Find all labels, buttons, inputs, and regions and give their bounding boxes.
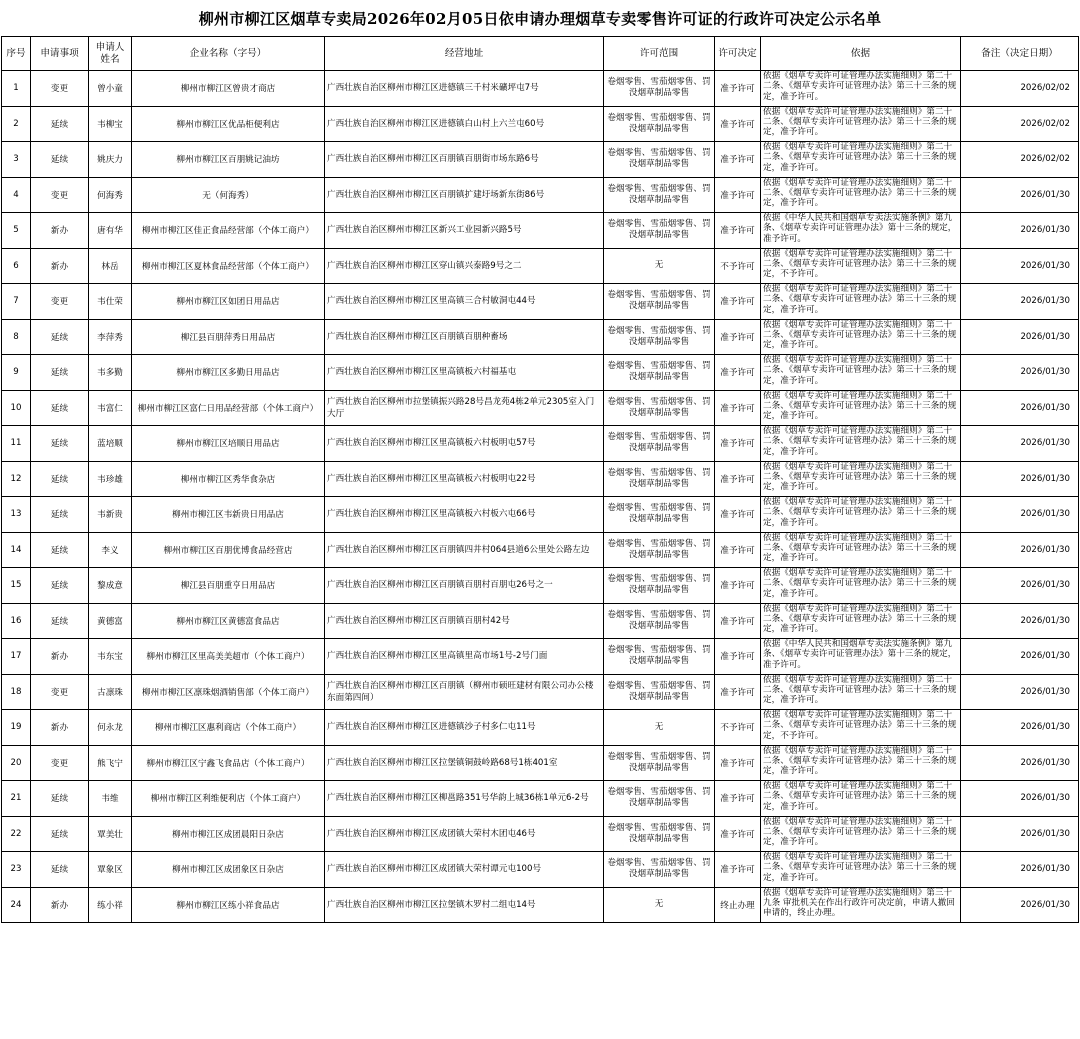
table-row xyxy=(2,745,1079,781)
cell-item[interactable]: 延续 xyxy=(31,355,89,391)
cell-no[interactable]: 4 xyxy=(2,177,31,213)
cell-company[interactable]: 柳州市柳江区成团晨阳日杂店 xyxy=(132,816,325,852)
cell-address[interactable]: 广西壮族自治区柳州市柳江区拉堡镇铜鼓岭路68号1栋401室 xyxy=(325,745,604,781)
cell-item[interactable]: 延续 xyxy=(31,142,89,178)
cell-date[interactable]: 2026/01/30 xyxy=(961,710,1079,746)
table-row xyxy=(2,568,1079,604)
cell-company[interactable]: 柳州市柳江区韦新贵日用品店 xyxy=(132,497,325,533)
cell-name[interactable]: 韦新贵 xyxy=(89,497,132,533)
cell-no[interactable]: 5 xyxy=(2,213,31,249)
cell-no[interactable]: 9 xyxy=(2,355,31,391)
cell-date[interactable]: 2026/01/30 xyxy=(961,852,1079,888)
cell-address[interactable]: 广西壮族自治区柳州市柳江区百朋镇百朋种畜场 xyxy=(325,319,604,355)
cell-name[interactable]: 曾小童 xyxy=(89,71,132,107)
cell-date[interactable]: 2026/01/30 xyxy=(961,248,1079,284)
cell-address[interactable]: 广西壮族自治区柳州市柳江区百朋镇百朋村42号 xyxy=(325,603,604,639)
cell-basis[interactable] xyxy=(761,710,961,746)
basis-text: 依据《烟草专卖许可证管理办法实施细则》第二十二条、《烟草专卖许可证管理办法》第三十三条的规定，准予许可。 xyxy=(763,319,957,351)
cell-address[interactable]: 广西壮族自治区柳州市柳江区成团镇大荣村木团屯46号 xyxy=(325,816,604,852)
cell-date[interactable]: 2026/01/30 xyxy=(961,497,1079,533)
cell-item[interactable]: 延续 xyxy=(31,568,89,604)
cell-address[interactable]: 广西壮族自治区柳州市拉堡镇振兴路28号昌龙苑4栋2单元2305室入门大厅 xyxy=(325,390,604,426)
cell-no[interactable]: 19 xyxy=(2,710,31,746)
cell-decision[interactable]: 不予许可 xyxy=(715,248,761,284)
cell-decision[interactable]: 准予许可 xyxy=(715,319,761,355)
basis-text: 依据《烟草专卖许可证管理办法实施细则》第二十二条、《烟草专卖许可证管理办法》第三十三条的规定，准予许可。 xyxy=(763,71,957,102)
cell-basis[interactable] xyxy=(761,177,961,213)
cell-item[interactable]: 延续 xyxy=(31,461,89,497)
cell-item[interactable]: 新办 xyxy=(31,887,89,923)
table-row xyxy=(2,532,1079,568)
cell-address[interactable]: 广西壮族自治区柳州市柳江区里高镇板六村板明屯57号 xyxy=(325,426,604,462)
cell-no[interactable]: 22 xyxy=(2,816,31,852)
cell-decision[interactable]: 准予许可 xyxy=(715,639,761,675)
cell-address[interactable]: 广西壮族自治区柳州市柳江区百朋镇百朋街市场东路6号 xyxy=(325,142,604,178)
cell-scope[interactable]: 卷烟零售、雪茄烟零售、罚没烟草制品零售 xyxy=(604,390,715,426)
cell-item[interactable]: 新办 xyxy=(31,248,89,284)
cell-basis[interactable] xyxy=(761,532,961,568)
cell-name[interactable]: 蓝培顺 xyxy=(89,426,132,462)
cell-item[interactable]: 新办 xyxy=(31,213,89,249)
cell-name[interactable]: 李义 xyxy=(89,532,132,568)
cell-date[interactable]: 2026/01/30 xyxy=(961,177,1079,213)
cell-name[interactable]: 韦维 xyxy=(89,781,132,817)
cell-basis[interactable] xyxy=(761,568,961,604)
cell-decision[interactable]: 准予许可 xyxy=(715,213,761,249)
cell-item[interactable]: 延续 xyxy=(31,532,89,568)
cell-scope[interactable]: 无 xyxy=(604,887,715,923)
cell-address[interactable]: 广西壮族自治区柳州市柳江区进德镇三千村米礦坪屯7号 xyxy=(325,71,604,107)
basis-text: 依据《烟草专卖许可证管理办法实施细则》第二十二条、《烟草专卖许可证管理办法》第三十三条的规定，准予许可。 xyxy=(763,390,957,422)
table-row xyxy=(2,142,1079,178)
cell-decision[interactable]: 准予许可 xyxy=(715,532,761,568)
basis-text: 依据《烟草专卖许可证管理办法实施细则》第二十二条、《烟草专卖许可证管理办法》第三十三条的规定，准予许可。 xyxy=(763,781,957,812)
cell-company[interactable]: 柳江县百朋萍秀日用品店 xyxy=(132,319,325,355)
cell-date[interactable]: 2026/01/30 xyxy=(961,461,1079,497)
cell-address[interactable]: 广西壮族自治区柳州市柳江区百朋镇（柳州市硕旺建材有限公司办公楼东面第四间） xyxy=(325,674,604,710)
cell-item[interactable]: 变更 xyxy=(31,71,89,107)
cell-address[interactable]: 广西壮族自治区柳州市柳江区里高镇板六村板明屯22号 xyxy=(325,461,604,497)
cell-address[interactable]: 广西壮族自治区柳州市柳江区百朋镇四井村064县道6公里处公路左边 xyxy=(325,532,604,568)
cell-date[interactable]: 2026/01/30 xyxy=(961,639,1079,675)
table-row xyxy=(2,284,1079,320)
cell-address[interactable]: 广西壮族自治区柳州市柳江区柳邕路351号华韵上城36栋1单元6-2号 xyxy=(325,781,604,817)
cell-basis[interactable] xyxy=(761,639,961,675)
cell-date[interactable]: 2026/01/30 xyxy=(961,887,1079,923)
cell-scope[interactable]: 卷烟零售、雪茄烟零售、罚没烟草制品零售 xyxy=(604,426,715,462)
cell-basis[interactable] xyxy=(761,390,961,426)
cell-name[interactable]: 韦东宝 xyxy=(89,639,132,675)
cell-date[interactable]: 2026/02/02 xyxy=(961,142,1079,178)
cell-date[interactable]: 2026/01/30 xyxy=(961,355,1079,391)
cell-address[interactable]: 广西壮族自治区柳州市柳江区新兴工业园新兴路5号 xyxy=(325,213,604,249)
cell-item[interactable]: 延续 xyxy=(31,106,89,142)
table-row xyxy=(2,355,1079,391)
cell-item[interactable]: 延续 xyxy=(31,497,89,533)
basis-text: 依据《烟草专卖许可证管理办法实施细则》第二十二条、《烟草专卖许可证管理办法》第三十三条的规定，准予许可。 xyxy=(763,532,957,564)
cell-decision[interactable]: 准予许可 xyxy=(715,674,761,710)
cell-item[interactable]: 延续 xyxy=(31,319,89,355)
cell-basis[interactable] xyxy=(761,497,961,533)
cell-scope[interactable]: 卷烟零售、雪茄烟零售、罚没烟草制品零售 xyxy=(604,852,715,888)
cell-date[interactable]: 2026/02/02 xyxy=(961,71,1079,107)
cell-name[interactable]: 韦柳宝 xyxy=(89,106,132,142)
header-no: 序号 xyxy=(2,37,31,71)
basis-text: 依据《烟草专卖许可证管理办法实施细则》第二十二条、《烟草专卖许可证管理办法》第三十三条的规定，准予许可。 xyxy=(763,461,957,493)
basis-text: 依据《烟草专卖许可证管理办法实施细则》第二十二条、《烟草专卖许可证管理办法》第三十三条的规定，准予许可。 xyxy=(763,426,957,457)
cell-name[interactable]: 练小祥 xyxy=(89,887,132,923)
cell-decision[interactable]: 准予许可 xyxy=(715,568,761,604)
cell-item[interactable]: 延续 xyxy=(31,781,89,817)
cell-basis[interactable] xyxy=(761,887,961,923)
cell-company[interactable]: 柳州市柳江区里高美美超市（个体工商户） xyxy=(132,639,325,675)
cell-address[interactable]: 广西壮族自治区柳州市柳江区里高镇板六村板六屯66号 xyxy=(325,497,604,533)
cell-company[interactable]: 柳州市柳江区如团日用品店 xyxy=(132,284,325,320)
cell-company[interactable]: 柳州市柳江区百朋优博食品经营店 xyxy=(132,532,325,568)
table-row xyxy=(2,461,1079,497)
cell-item[interactable]: 延续 xyxy=(31,603,89,639)
cell-scope[interactable]: 卷烟零售、雪茄烟零售、罚没烟草制品零售 xyxy=(604,319,715,355)
cell-basis[interactable] xyxy=(761,816,961,852)
cell-company[interactable]: 柳州市柳江区培顺日用品店 xyxy=(132,426,325,462)
basis-text: 依据《烟草专卖许可证管理办法实施细则》第二十二条、《烟草专卖许可证管理办法》第三十三条的规定，准予许可。 xyxy=(763,177,957,209)
cell-basis[interactable] xyxy=(761,745,961,781)
cell-scope[interactable]: 卷烟零售、雪茄烟零售、罚没烟草制品零售 xyxy=(604,532,715,568)
basis-text: 依据《中华人民共和国烟草专卖法实施条例》第九条、《烟草专卖许可证管理办法》第十三条的规定，准予许可。 xyxy=(763,639,957,670)
cell-scope[interactable]: 卷烟零售、雪茄烟零售、罚没烟草制品零售 xyxy=(604,781,715,817)
basis-text: 依据《烟草专卖许可证管理办法实施细则》第二十二条、《烟草专卖许可证管理办法》第三十三条的规定，准予许可。 xyxy=(763,284,957,315)
cell-decision[interactable]: 准予许可 xyxy=(715,745,761,781)
cell-decision[interactable]: 准予许可 xyxy=(715,142,761,178)
cell-no[interactable]: 15 xyxy=(2,568,31,604)
cell-address[interactable]: 广西壮族自治区柳州市柳江区进德镇沙子村多仁屯11号 xyxy=(325,710,604,746)
cell-no[interactable]: 12 xyxy=(2,461,31,497)
cell-scope[interactable]: 卷烟零售、雪茄烟零售、罚没烟草制品零售 xyxy=(604,284,715,320)
cell-date[interactable]: 2026/02/02 xyxy=(961,106,1079,142)
cell-company[interactable]: 柳州市柳江区成团象区日杂店 xyxy=(132,852,325,888)
header-date: 备注（决定日期） xyxy=(961,37,1079,71)
cell-no[interactable]: 16 xyxy=(2,603,31,639)
cell-company[interactable]: 柳州市柳江区多勤日用品店 xyxy=(132,355,325,391)
table-row xyxy=(2,390,1079,426)
cell-basis[interactable] xyxy=(761,248,961,284)
basis-text: 依据《烟草专卖许可证管理办法实施细则》第二十二条、《烟草专卖许可证管理办法》第三十三条的规定，准予许可。 xyxy=(763,106,957,138)
table-row xyxy=(2,426,1079,462)
cell-item[interactable]: 变更 xyxy=(31,177,89,213)
table-row xyxy=(2,497,1079,533)
cell-date[interactable]: 2026/01/30 xyxy=(961,284,1079,320)
cell-company[interactable]: 柳州市柳江区利维便利店（个体工商户） xyxy=(132,781,325,817)
cell-date[interactable]: 2026/01/30 xyxy=(961,390,1079,426)
cell-decision[interactable]: 不予许可 xyxy=(715,710,761,746)
cell-company[interactable]: 柳州市柳江区百朋姚记油坊 xyxy=(132,142,325,178)
cell-company[interactable]: 柳州市柳江区练小祥食品店 xyxy=(132,887,325,923)
cell-name[interactable]: 古凛珠 xyxy=(89,674,132,710)
table-row xyxy=(2,710,1079,746)
header-row xyxy=(2,37,1079,71)
table-row xyxy=(2,816,1079,852)
cell-no[interactable]: 20 xyxy=(2,745,31,781)
header-name: 申请人姓名 xyxy=(89,37,132,71)
cell-company[interactable]: 柳州市柳江区黄德富食品店 xyxy=(132,603,325,639)
basis-text: 依据《烟草专卖许可证管理办法实施细则》第三十九条 审批机关在作出行政许可决定前，申请人撤回申请的，终止办理。 xyxy=(763,887,955,919)
cell-name[interactable]: 覃象区 xyxy=(89,852,132,888)
cell-scope[interactable]: 卷烟零售、雪茄烟零售、罚没烟草制品零售 xyxy=(604,461,715,497)
cell-scope[interactable]: 卷烟零售、雪茄烟零售、罚没烟草制品零售 xyxy=(604,568,715,604)
cell-decision[interactable]: 准予许可 xyxy=(715,71,761,107)
cell-basis[interactable] xyxy=(761,355,961,391)
table-row xyxy=(2,639,1079,675)
cell-basis[interactable] xyxy=(761,319,961,355)
cell-decision[interactable]: 准予许可 xyxy=(715,781,761,817)
basis-text: 依据《烟草专卖许可证管理办法实施细则》第二十二条、《烟草专卖许可证管理办法》第三十三条的规定，不予许可。 xyxy=(763,710,957,741)
header-company: 企业名称（字号） xyxy=(132,37,325,71)
basis-text: 依据《烟草专卖许可证管理办法实施细则》第二十二条、《烟草专卖许可证管理办法》第三十三条的规定，准予许可。 xyxy=(763,816,957,848)
cell-date[interactable]: 2026/01/30 xyxy=(961,745,1079,781)
cell-no[interactable]: 3 xyxy=(2,142,31,178)
cell-address[interactable]: 广西壮族自治区柳州市柳江区里高镇里高市场1号-2号门面 xyxy=(325,639,604,675)
cell-company[interactable]: 柳州市柳江区凛珠烟酒销售部（个体工商户） xyxy=(132,674,325,710)
cell-basis[interactable] xyxy=(761,213,961,249)
cell-address[interactable]: 广西壮族自治区柳州市柳江区里高镇三合村敏洞屯44号 xyxy=(325,284,604,320)
basis-text: 依据《烟草专卖许可证管理办法实施细则》第二十二条、《烟草专卖许可证管理办法》第三十三条的规定，准予许可。 xyxy=(763,355,957,386)
cell-no[interactable]: 23 xyxy=(2,852,31,888)
cell-name[interactable]: 韦多勤 xyxy=(89,355,132,391)
cell-scope[interactable]: 卷烟零售、雪茄烟零售、罚没烟草制品零售 xyxy=(604,177,715,213)
cell-name[interactable]: 黎成意 xyxy=(89,568,132,604)
cell-basis[interactable] xyxy=(761,71,961,107)
cell-no[interactable]: 1 xyxy=(2,71,31,107)
cell-scope[interactable]: 卷烟零售、雪茄烟零售、罚没烟草制品零售 xyxy=(604,71,715,107)
table-row xyxy=(2,603,1079,639)
cell-basis[interactable] xyxy=(761,781,961,817)
cell-item[interactable]: 变更 xyxy=(31,284,89,320)
basis-text: 依据《烟草专卖许可证管理办法实施细则》第二十二条、《烟草专卖许可证管理办法》第三十三条的规定，准予许可。 xyxy=(763,603,957,635)
cell-decision[interactable]: 准予许可 xyxy=(715,497,761,533)
cell-item[interactable]: 延续 xyxy=(31,852,89,888)
cell-basis[interactable] xyxy=(761,461,961,497)
basis-text: 依据《烟草专卖许可证管理办法实施细则》第二十二条、《烟草专卖许可证管理办法》第三十三条的规定，准予许可。 xyxy=(763,142,957,173)
cell-name[interactable]: 覃美壮 xyxy=(89,816,132,852)
table-row xyxy=(2,852,1079,888)
cell-address[interactable]: 广西壮族自治区柳州市柳江区穿山镇兴泰路9号之二 xyxy=(325,248,604,284)
cell-item[interactable]: 延续 xyxy=(31,390,89,426)
cell-basis[interactable] xyxy=(761,426,961,462)
cell-name[interactable]: 韦富仁 xyxy=(89,390,132,426)
cell-item[interactable]: 变更 xyxy=(31,674,89,710)
cell-company[interactable]: 柳州市柳江区夏林食品经营部（个体工商户） xyxy=(132,248,325,284)
cell-address[interactable]: 广西壮族自治区柳州市柳江区里高镇板六村福基屯 xyxy=(325,355,604,391)
cell-address[interactable]: 广西壮族自治区柳州市柳江区成团镇大荣村谭元屯100号 xyxy=(325,852,604,888)
cell-date[interactable]: 2026/01/30 xyxy=(961,674,1079,710)
cell-basis[interactable] xyxy=(761,284,961,320)
cell-company[interactable]: 柳州市柳江区佳正食品经营部（个体工商户） xyxy=(132,213,325,249)
page-title: 柳州市柳江区烟草专卖局2026年02月05日依申请办理烟草专卖零售许可证的行政许可决定公示名单 xyxy=(198,10,882,28)
cell-no[interactable]: 24 xyxy=(2,887,31,923)
cell-scope[interactable]: 卷烟零售、雪茄烟零售、罚没烟草制品零售 xyxy=(604,674,715,710)
cell-no[interactable]: 10 xyxy=(2,390,31,426)
basis-text: 依据《烟草专卖许可证管理办法实施细则》第二十二条、《烟草专卖许可证管理办法》第三十三条的规定，准予许可。 xyxy=(763,674,957,706)
cell-item[interactable]: 新办 xyxy=(31,710,89,746)
cell-no[interactable]: 2 xyxy=(2,106,31,142)
table-row xyxy=(2,106,1079,142)
cell-decision[interactable]: 准予许可 xyxy=(715,390,761,426)
cell-scope[interactable]: 卷烟零售、雪茄烟零售、罚没烟草制品零售 xyxy=(604,745,715,781)
cell-scope[interactable]: 无 xyxy=(604,248,715,284)
cell-item[interactable]: 延续 xyxy=(31,816,89,852)
cell-basis[interactable] xyxy=(761,852,961,888)
cell-name[interactable]: 何海秀 xyxy=(89,177,132,213)
header-address: 经营地址 xyxy=(325,37,604,71)
cell-no[interactable]: 6 xyxy=(2,248,31,284)
cell-decision[interactable]: 准予许可 xyxy=(715,816,761,852)
cell-address[interactable]: 广西壮族自治区柳州市柳江区拉堡镇木罗村二组屯14号 xyxy=(325,887,604,923)
cell-no[interactable]: 17 xyxy=(2,639,31,675)
cell-address[interactable]: 广西壮族自治区柳州市柳江区百朋镇百朋村百朋屯26号之一 xyxy=(325,568,604,604)
table-row xyxy=(2,674,1079,710)
cell-no[interactable]: 14 xyxy=(2,532,31,568)
cell-date[interactable]: 2026/01/30 xyxy=(961,568,1079,604)
cell-date[interactable]: 2026/01/30 xyxy=(961,213,1079,249)
cell-name[interactable]: 黄德富 xyxy=(89,603,132,639)
cell-company[interactable]: 柳州市柳江区富仁日用品经营部（个体工商户） xyxy=(132,390,325,426)
cell-decision[interactable]: 准予许可 xyxy=(715,426,761,462)
cell-name[interactable]: 韦仕荣 xyxy=(89,284,132,320)
cell-no[interactable]: 7 xyxy=(2,284,31,320)
cell-address[interactable]: 广西壮族自治区柳州市柳江区百朋镇扩建圩场新东街86号 xyxy=(325,177,604,213)
cell-company[interactable]: 柳州市柳江区优品柜便利店 xyxy=(132,106,325,142)
cell-name[interactable]: 姚庆力 xyxy=(89,142,132,178)
table-row xyxy=(2,213,1079,249)
cell-no[interactable]: 11 xyxy=(2,426,31,462)
cell-scope[interactable]: 卷烟零售、雪茄烟零售、罚没烟草制品零售 xyxy=(604,603,715,639)
cell-name[interactable]: 李萍秀 xyxy=(89,319,132,355)
cell-date[interactable]: 2026/01/30 xyxy=(961,781,1079,817)
license-table xyxy=(1,36,1079,923)
table-row xyxy=(2,177,1079,213)
cell-scope[interactable]: 卷烟零售、雪茄烟零售、罚没烟草制品零售 xyxy=(604,816,715,852)
cell-decision[interactable]: 终止办理 xyxy=(715,887,761,923)
cell-name[interactable]: 韦珍雄 xyxy=(89,461,132,497)
cell-scope[interactable]: 卷烟零售、雪茄烟零售、罚没烟草制品零售 xyxy=(604,106,715,142)
cell-date[interactable]: 2026/01/30 xyxy=(961,532,1079,568)
cell-company[interactable]: 柳州市柳江区秀华食杂店 xyxy=(132,461,325,497)
cell-date[interactable]: 2026/01/30 xyxy=(961,319,1079,355)
cell-basis[interactable] xyxy=(761,674,961,710)
cell-scope[interactable]: 卷烟零售、雪茄烟零售、罚没烟草制品零售 xyxy=(604,497,715,533)
cell-no[interactable]: 8 xyxy=(2,319,31,355)
cell-basis[interactable] xyxy=(761,142,961,178)
cell-date[interactable]: 2026/01/30 xyxy=(961,816,1079,852)
cell-basis[interactable] xyxy=(761,106,961,142)
cell-company[interactable]: 柳州市柳江区宁鑫飞食品店（个体工商户） xyxy=(132,745,325,781)
cell-company[interactable]: 柳州市柳江区曾贵才商店 xyxy=(132,71,325,107)
basis-text: 依据《烟草专卖许可证管理办法实施细则》第二十二条、《烟草专卖许可证管理办法》第三十三条的规定，准予许可。 xyxy=(763,852,957,883)
basis-text: 依据《烟草专卖许可证管理办法实施细则》第二十二条、《烟草专卖许可证管理办法》第三十三条的规定，准予许可。 xyxy=(763,497,957,528)
cell-item[interactable]: 变更 xyxy=(31,745,89,781)
cell-name[interactable]: 何永龙 xyxy=(89,710,132,746)
header-basis: 依据 xyxy=(761,37,961,71)
table-row xyxy=(2,319,1079,355)
cell-decision[interactable]: 准予许可 xyxy=(715,852,761,888)
cell-scope[interactable]: 卷烟零售、雪茄烟零售、罚没烟草制品零售 xyxy=(604,639,715,675)
cell-company[interactable]: 柳江县百朋重亨日用品店 xyxy=(132,568,325,604)
cell-no[interactable]: 18 xyxy=(2,674,31,710)
cell-decision[interactable]: 准予许可 xyxy=(715,177,761,213)
cell-scope[interactable]: 卷烟零售、雪茄烟零售、罚没烟草制品零售 xyxy=(604,213,715,249)
cell-company[interactable]: 柳州市柳江区惠利商店（个体工商户） xyxy=(132,710,325,746)
basis-text: 依据《烟草专卖许可证管理办法实施细则》第二十二条、《烟草专卖许可证管理办法》第三十三条的规定，不予许可。 xyxy=(763,248,957,280)
table-row xyxy=(2,887,1079,923)
cell-decision[interactable]: 准予许可 xyxy=(715,461,761,497)
table-row xyxy=(2,71,1079,107)
cell-no[interactable]: 21 xyxy=(2,781,31,817)
basis-text: 依据《烟草专卖许可证管理办法实施细则》第二十二条、《烟草专卖许可证管理办法》第三十三条的规定，准予许可。 xyxy=(763,568,957,599)
basis-text: 依据《烟草专卖许可证管理办法实施细则》第二十二条、《烟草专卖许可证管理办法》第三十三条的规定，准予许可。 xyxy=(763,745,957,777)
cell-scope[interactable]: 无 xyxy=(604,710,715,746)
cell-date[interactable]: 2026/01/30 xyxy=(961,603,1079,639)
header-item: 申请事项 xyxy=(31,37,89,71)
cell-item[interactable]: 新办 xyxy=(31,639,89,675)
header-scope: 许可范围 xyxy=(604,37,715,71)
cell-decision[interactable]: 准予许可 xyxy=(715,284,761,320)
basis-text: 依据《中华人民共和国烟草专卖法实施条例》第九条、《烟草专卖许可证管理办法》第十三条的规定，准予许可。 xyxy=(763,213,957,244)
table-row xyxy=(2,248,1079,284)
cell-decision[interactable]: 准予许可 xyxy=(715,603,761,639)
cell-company[interactable]: 无（何海秀） xyxy=(132,177,325,213)
cell-scope[interactable]: 卷烟零售、雪茄烟零售、罚没烟草制品零售 xyxy=(604,355,715,391)
table-row xyxy=(2,781,1079,817)
cell-basis[interactable] xyxy=(761,603,961,639)
cell-date[interactable]: 2026/01/30 xyxy=(961,426,1079,462)
cell-name[interactable]: 唐有华 xyxy=(89,213,132,249)
cell-no[interactable]: 13 xyxy=(2,497,31,533)
cell-decision[interactable]: 准予许可 xyxy=(715,355,761,391)
cell-decision[interactable]: 准予许可 xyxy=(715,106,761,142)
cell-name[interactable]: 林岳 xyxy=(89,248,132,284)
cell-address[interactable]: 广西壮族自治区柳州市柳江区进德镇白山村上六兰屯60号 xyxy=(325,106,604,142)
cell-name[interactable]: 熊飞宁 xyxy=(89,745,132,781)
header-decision: 许可决定 xyxy=(715,37,761,71)
cell-scope[interactable]: 卷烟零售、雪茄烟零售、罚没烟草制品零售 xyxy=(604,142,715,178)
cell-item[interactable]: 延续 xyxy=(31,426,89,462)
